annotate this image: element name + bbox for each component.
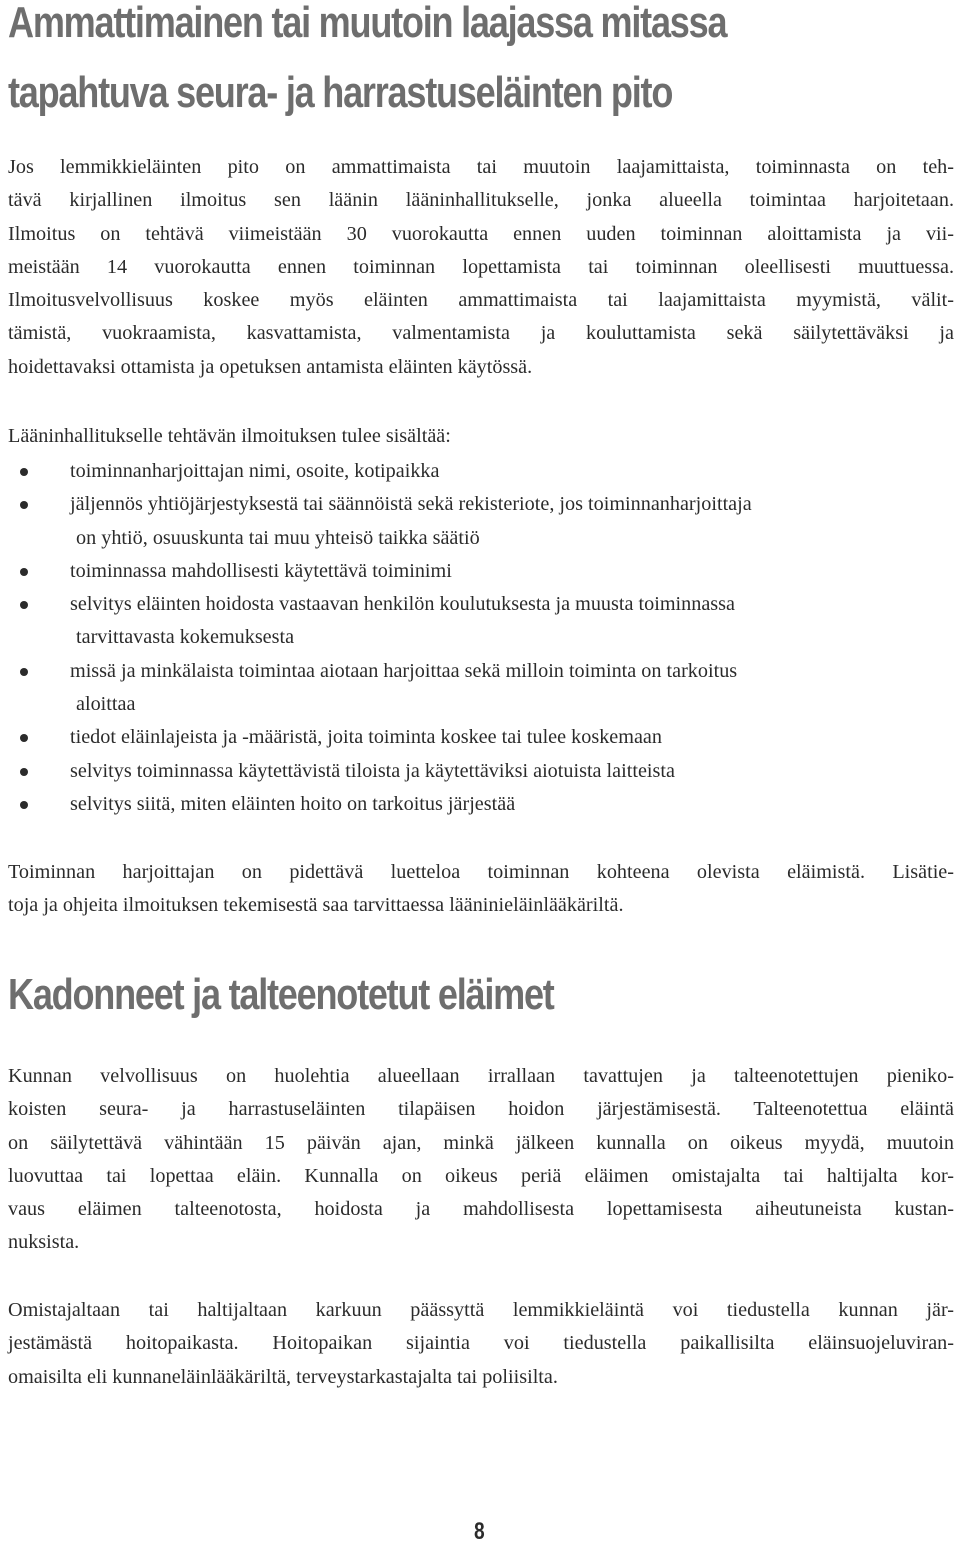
bullet-icon bbox=[20, 768, 28, 776]
page-number: 8 bbox=[474, 1518, 485, 1545]
list-item-text: toiminnassa mahdollisesti käytettävä toiminimi bbox=[70, 559, 452, 582]
closing-paragraph bbox=[8, 856, 954, 923]
list-intro bbox=[8, 420, 954, 453]
text-line: luovuttaa tai lopettaa eläin. Kunnalla on oikeus periä eläimen omistajalta tai haltijalta kor- bbox=[8, 1164, 954, 1187]
bullet-icon bbox=[20, 501, 28, 509]
list-item bbox=[8, 488, 954, 555]
text-line: Kunnan velvollisuus on huolehtia alueellaan irrallaan tavattujen ja talteenotettujen pieniko- bbox=[8, 1065, 954, 1087]
list-item bbox=[8, 788, 954, 821]
list-item-text: selvitys eläinten hoidosta vastaavan henkilön koulutuksesta ja muusta toiminnassa bbox=[70, 593, 735, 616]
lost-pet-inquiry-paragraph bbox=[8, 1294, 954, 1394]
text-line: on säilytettävä vähintään 15 päivän ajan, minkä jälkeen kunnalla on oikeus myydä, muutoin bbox=[8, 1131, 954, 1154]
list-item bbox=[8, 721, 954, 754]
text-line: Ilmoitus on tehtävä viimeistään 30 vuorokautta ennen uuden toiminnan aloittamista ja vii- bbox=[8, 222, 954, 245]
text-line: Ilmoitusvelvollisuus koskee myös eläinten ammattimaista tai laajamittaista myymistä, välit- bbox=[8, 289, 954, 312]
list-item bbox=[8, 588, 954, 655]
intro-paragraph bbox=[8, 151, 954, 384]
municipality-duty-paragraph bbox=[8, 1060, 954, 1260]
list-item bbox=[8, 555, 954, 588]
bullet-icon bbox=[20, 668, 28, 676]
text-line: omaisilta eli kunnaneläinlääkäriltä, terveystarkastajalta tai poliisilta. bbox=[8, 1365, 558, 1388]
list-item bbox=[8, 755, 954, 788]
text-line: tävä kirjallinen ilmoitus sen läänin lääninhallitukselle, jonka alueella toimintaa harjoitetaan. bbox=[8, 189, 954, 212]
text-line: koisten seura- ja harrastuseläinten tilapäisen hoidon järjestämisestä. Talteenotettua eläintä bbox=[8, 1098, 954, 1121]
text-line: Jos lemmikkieläinten pito on ammattimaista tai muutoin laajamittaista, toiminnasta on teh- bbox=[8, 156, 954, 178]
notification-contents-list bbox=[8, 455, 954, 821]
bullet-icon bbox=[20, 468, 28, 476]
list-item-text: aloittaa bbox=[76, 693, 136, 716]
bullet-icon bbox=[20, 568, 28, 576]
list-item-text: tarvittavasta kokemuksesta bbox=[76, 626, 295, 649]
list-item-text: toiminnanharjoittajan nimi, osoite, kotipaikka bbox=[70, 460, 440, 482]
text-line: tämistä, vuokraamista, kasvattamista, valmentamista ja kouluttamista sekä säilytettäväksi ja bbox=[8, 322, 954, 345]
section-heading-pet-keeping bbox=[8, 0, 726, 128]
text-line: Toiminnan harjoittajan on pidettävä luetteloa toiminnan kohteena olevista eläimistä. Lisätie- bbox=[8, 861, 954, 883]
text-line: vaus eläimen talteenotosta, hoidosta ja mahdollisesta lopettamisesta aiheutuneista kustan- bbox=[8, 1198, 954, 1221]
section-heading-lost-animals: Kadonneet ja talteenotetut eläimet bbox=[8, 970, 554, 1019]
heading-line: Ammattimainen tai muutoin laajassa mitassa bbox=[8, 0, 727, 47]
text-line: hoidettavaksi ottamista ja opetuksen antamista eläinten käytössä. bbox=[8, 355, 533, 378]
list-item bbox=[8, 455, 954, 488]
list-item-text: missä ja minkälaista toimintaa aiotaan harjoittaa sekä milloin toiminta on tarkoitus bbox=[70, 659, 738, 682]
list-item-text: tiedot eläinlajeista ja -määristä, joita toiminta koskee tai tulee koskemaan bbox=[70, 726, 662, 749]
bullet-icon bbox=[20, 801, 28, 809]
text-line: Lääninhallitukselle tehtävän ilmoituksen tulee sisältää: bbox=[8, 425, 451, 447]
text-line: jestämästä hoitopaikasta. Hoitopaikan sijaintia voi tiedustella paikallisilta eläinsuojeluviran- bbox=[8, 1332, 954, 1355]
text-line: toja ja ohjeita ilmoituksen tekemisestä saa tarvittaessa lääninieläinlääkäriltä. bbox=[8, 894, 624, 917]
heading-line: tapahtuva seura- ja harrastuseläinten pito bbox=[8, 68, 673, 117]
list-item-text: jäljennös yhtiöjärjestyksestä tai säännöistä sekä rekisteriote, jos toiminnanharjoittaja bbox=[70, 493, 752, 516]
bullet-icon bbox=[20, 601, 28, 609]
list-item-text: on yhtiö, osuuskunta tai muu yhteisö taikka säätiö bbox=[76, 526, 480, 549]
list-item bbox=[8, 655, 954, 722]
list-item-text: selvitys siitä, miten eläinten hoito on tarkoitus järjestää bbox=[70, 792, 516, 815]
text-line: Omistajaltaan tai haltijaltaan karkuun päässyttä lemmikkieläintä voi tiedustella kunnan jär- bbox=[8, 1299, 954, 1321]
bullet-icon bbox=[20, 734, 28, 742]
list-item-text: selvitys toiminnassa käytettävistä tiloista ja käytettäviksi aiotuista laitteista bbox=[70, 759, 675, 782]
text-line: nuksista. bbox=[8, 1231, 80, 1254]
text-line: meistään 14 vuorokautta ennen toiminnan lopettamista tai toiminnan oleellisesti muuttuessa. bbox=[8, 255, 954, 278]
